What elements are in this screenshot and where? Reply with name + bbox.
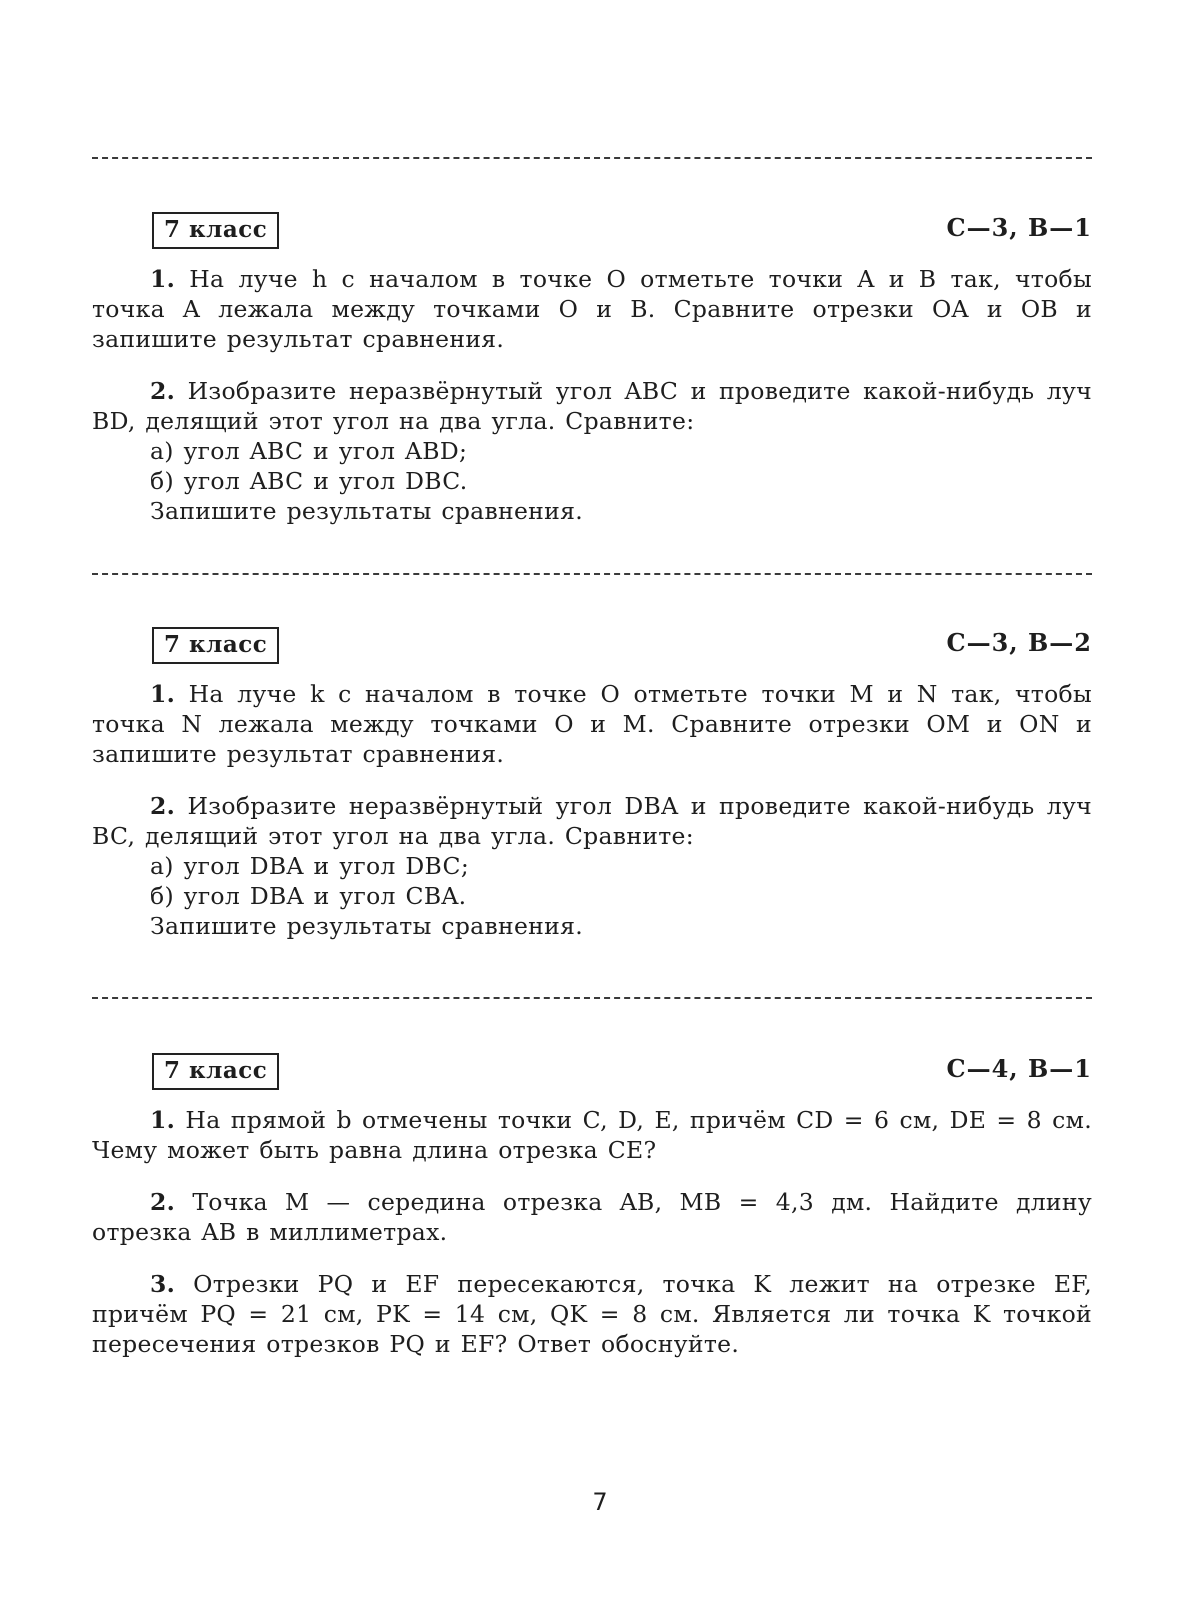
task-list bbox=[92, 264, 1092, 526]
task-text: На прямой b отмечены точки C, D, E, причём CD = 6 см, DE = 8 см. Чему может быть равна длина отрезка CE? bbox=[92, 1106, 1092, 1164]
card-header bbox=[92, 212, 1092, 250]
task-list bbox=[92, 679, 1092, 941]
task-2 bbox=[92, 376, 1092, 526]
variant-code: С—3, В—2 bbox=[946, 628, 1092, 657]
task-closing: Запишите результаты сравнения. bbox=[150, 912, 584, 940]
task-number: 2. bbox=[150, 377, 176, 405]
task-text: На луче h с началом в точке O отметьте точки A и B так, чтобы точка A лежала между точками O и B. Сравните отрезки OA и OB и запишите результат сравнения. bbox=[92, 265, 1092, 353]
task-2 bbox=[92, 791, 1092, 941]
grade-label: 7 класс bbox=[152, 212, 279, 249]
work-card-c3-v2 bbox=[92, 627, 1092, 963]
task-1 bbox=[92, 679, 1092, 769]
task-number: 2. bbox=[150, 792, 176, 820]
page-number: 7 bbox=[592, 1488, 608, 1516]
variant-code: С—3, В—1 bbox=[946, 213, 1092, 242]
section-divider bbox=[92, 573, 1092, 575]
task-text: На луче k с началом в точке O отметьте точки M и N так, чтобы точка N лежала между точками O и M. Сравните отрезки OM и ON и запишите результат сравнения. bbox=[92, 680, 1092, 768]
card-header bbox=[92, 1053, 1092, 1091]
task-number: 1. bbox=[150, 680, 176, 708]
task-3 bbox=[92, 1269, 1092, 1359]
task-list bbox=[92, 1105, 1092, 1359]
variant-code: С—4, В—1 bbox=[946, 1054, 1092, 1083]
work-card-c4-v1 bbox=[92, 1053, 1092, 1381]
task-1 bbox=[92, 264, 1092, 354]
section-divider bbox=[92, 997, 1092, 999]
card-header bbox=[92, 627, 1092, 665]
task-1 bbox=[92, 1105, 1092, 1165]
task-2 bbox=[92, 1187, 1092, 1247]
task-text: Отрезки PQ и EF пересекаются, точка K лежит на отрезке EF, причём PQ = 21 см, PK = 14 см, QK = 8 см. Является ли точка K точкой пересечения отрезков PQ и EF? Ответ обоснуйте. bbox=[92, 1270, 1092, 1358]
grade-label: 7 класс bbox=[152, 627, 279, 664]
task-number: 1. bbox=[150, 1106, 176, 1134]
task-text: Изобразите неразвёрнутый угол DBA и проведите какой-нибудь луч BC, делящий этот угол на два угла. Сравните: bbox=[92, 792, 1092, 850]
task-subitem-a: а) угол DBA и угол DBC; bbox=[150, 852, 470, 880]
task-subitem-b: б) угол DBA и угол CBA. bbox=[150, 882, 467, 910]
grade-label: 7 класс bbox=[152, 1053, 279, 1090]
task-subitem-b: б) угол ABC и угол DBC. bbox=[150, 467, 468, 495]
task-text: Точка M — середина отрезка AB, MB = 4,3 дм. Найдите длину отрезка AB в миллиметрах. bbox=[92, 1188, 1092, 1246]
task-number: 1. bbox=[150, 265, 176, 293]
task-text: Изобразите неразвёрнутый угол ABC и проведите какой-нибудь луч BD, делящий этот угол на два угла. Сравните: bbox=[92, 377, 1092, 435]
task-number: 2. bbox=[150, 1188, 176, 1216]
task-subitem-a: а) угол ABC и угол ABD; bbox=[150, 437, 468, 465]
work-card-c3-v1 bbox=[92, 212, 1092, 548]
section-divider bbox=[92, 157, 1092, 159]
task-number: 3. bbox=[150, 1270, 176, 1298]
task-closing: Запишите результаты сравнения. bbox=[150, 497, 584, 525]
